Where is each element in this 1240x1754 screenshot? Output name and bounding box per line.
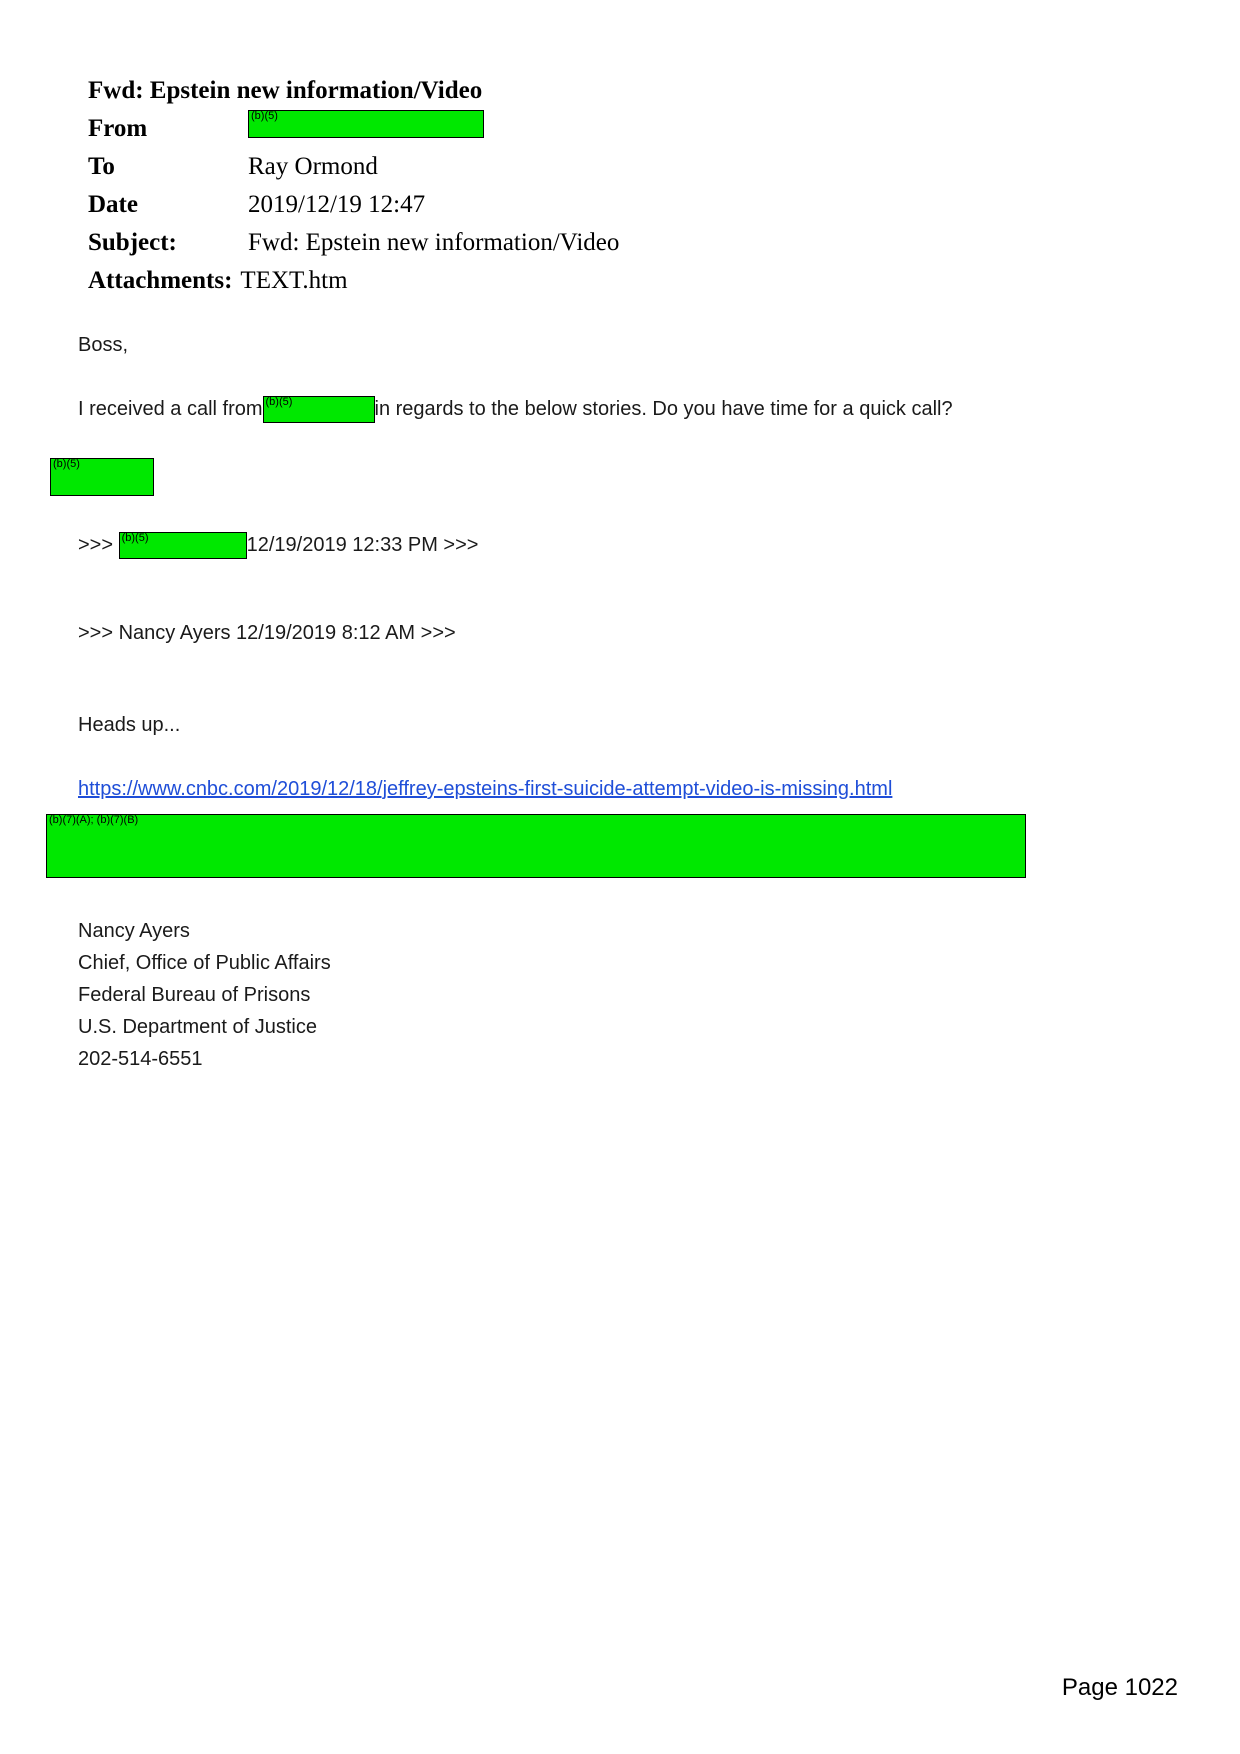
subject-value: Fwd: Epstein new information/Video: [248, 229, 620, 256]
header-row-date: [88, 186, 1088, 224]
body-link-line: [78, 774, 1158, 804]
date-label: Date: [88, 191, 138, 218]
body-quote-header-1: [78, 530, 1158, 560]
redaction-tag: (b)(5): [265, 396, 293, 409]
attachments-label: Attachments:: [88, 267, 233, 294]
redaction-tag: (b)(5): [121, 532, 149, 545]
email-body: [49, 330, 1158, 912]
body-quote-header-2: >>> Nancy Ayers 12/19/2019 8:12 AM >>>: [78, 622, 456, 644]
page-number: Page 1022: [1061, 1674, 1178, 1701]
email-header: [88, 72, 1088, 300]
signature-line-department: U.S. Department of Justice: [78, 1016, 317, 1038]
date-value: 2019/12/19 12:47: [248, 191, 426, 218]
redaction-quote-sender: [119, 532, 247, 559]
quote-1-prefix: >>>: [78, 534, 114, 556]
quote-1-suffix: 12/19/2019 12:33 PM >>>: [246, 534, 479, 556]
redaction-tag: (b)(7)(A); (b)(7)(B): [49, 814, 139, 826]
body-paragraph-1: [78, 394, 1158, 424]
body-greeting: Boss,: [78, 334, 129, 356]
paragraph-1-text-before: I received a call from: [78, 398, 263, 420]
body-big-redaction-line: [46, 814, 1158, 878]
to-value: Ray Ormond: [248, 153, 378, 180]
signature-line-phone: 202-514-6551: [78, 1048, 203, 1070]
redaction-standalone: [50, 458, 154, 496]
page-title: Fwd: Epstein new information/Video: [88, 77, 483, 104]
body-heads-up: Heads up...: [78, 714, 181, 736]
paragraph-1-text-after: in regards to the below stories. Do you have time for a quick call?: [374, 398, 953, 420]
redaction-caller: [263, 396, 375, 423]
signature-line-agency: Federal Bureau of Prisons: [78, 984, 311, 1006]
signature-block: [78, 915, 331, 1075]
header-row-attachments: [88, 262, 1088, 300]
signature-line-title: Chief, Office of Public Affairs: [78, 952, 331, 974]
signature-line-name: Nancy Ayers: [78, 920, 190, 942]
redaction-tag: (b)(5): [53, 458, 80, 470]
attachments-value: TEXT.htm: [240, 267, 348, 294]
header-row-from: [88, 110, 1088, 148]
to-label: To: [88, 153, 115, 180]
header-row-subject: [88, 224, 1088, 262]
subject-label: Subject:: [88, 229, 177, 256]
redaction-from: [248, 110, 484, 138]
cnbc-article-link[interactable]: https://www.cnbc.com/2019/12/18/jeffrey-epsteins-first-suicide-attempt-video-is-missing.html: [78, 778, 893, 800]
from-label: From: [88, 115, 148, 142]
redaction-law-enforcement: [46, 814, 1026, 878]
redaction-tag: (b)(5): [251, 110, 278, 122]
body-standalone-redaction-line: [50, 458, 1158, 496]
header-row-to: [88, 148, 1088, 186]
